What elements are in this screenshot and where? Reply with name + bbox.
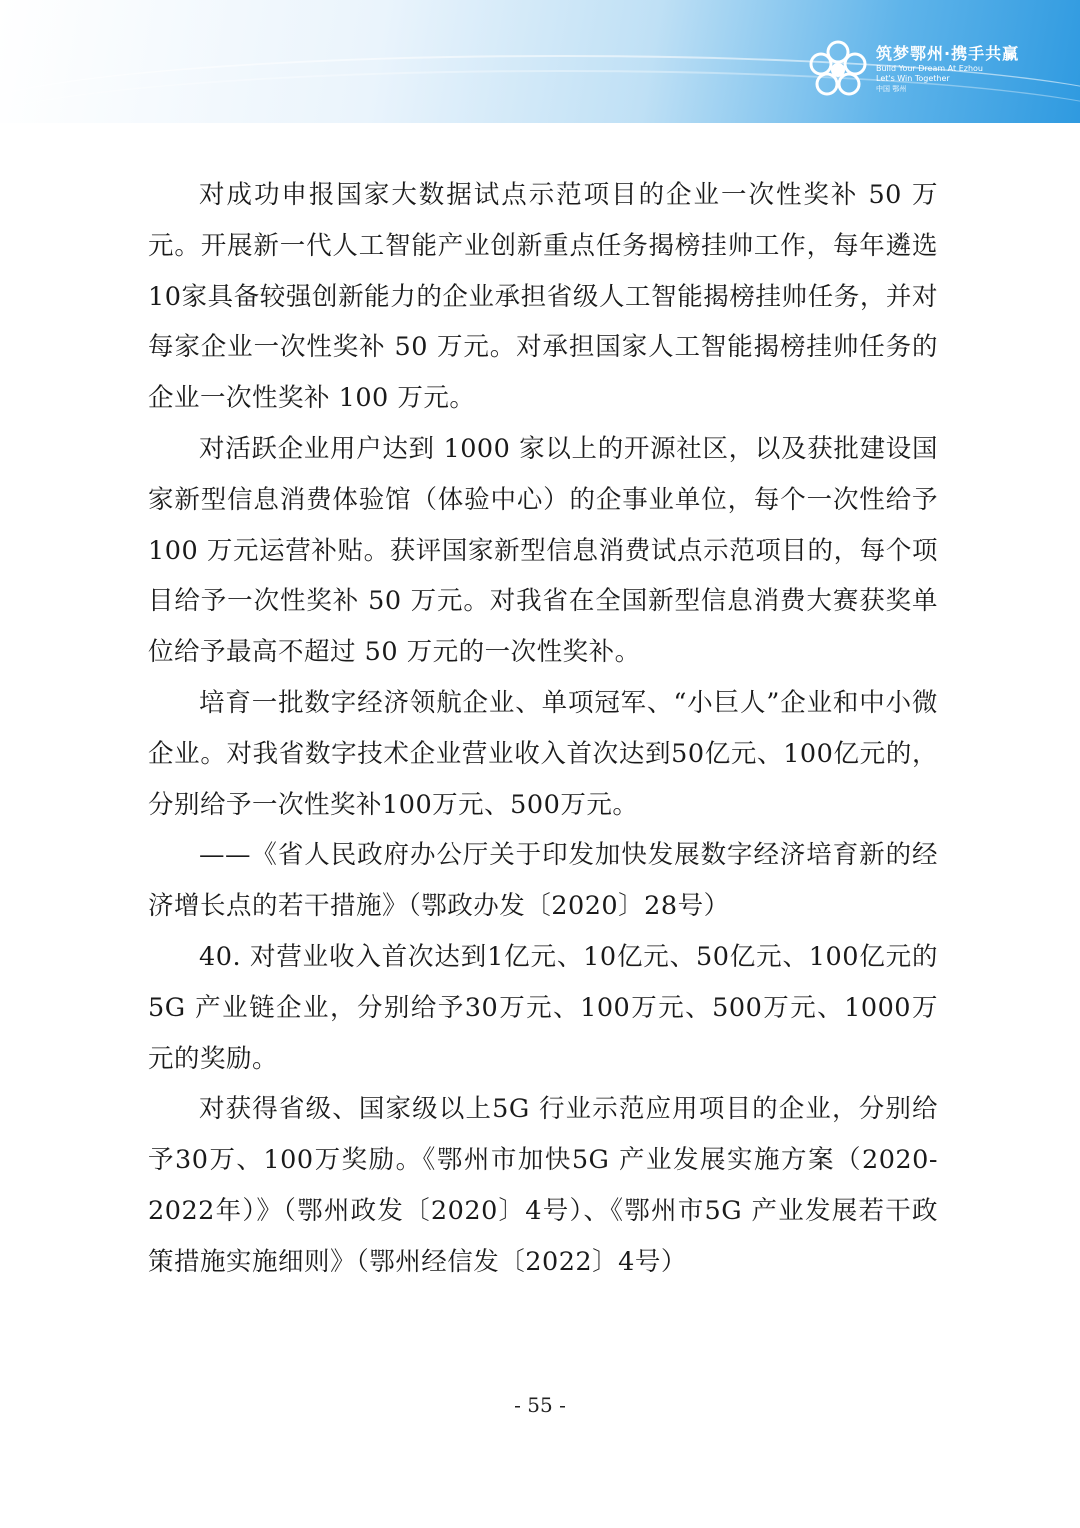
paragraph: 培育一批数字经济领航企业、单项冠军、“小巨人”企业和中小微企业。对我省数字技术企业营业收入首次达到50亿元、100亿元的，分别给予一次性奖补100万元、500万元。 bbox=[148, 687, 938, 820]
document-body bbox=[148, 170, 938, 1288]
page-number: - 55 - bbox=[514, 1393, 566, 1417]
paragraph: 对活跃企业用户达到 1000 家以上的开源社区，以及获批建设国家新型信息消费体验馆（体验中心）的企事业单位，每个一次性给予 100 万元运营补贴。获评国家新型信息消费试点示范项目的，每个项目给予一次性奖补 50 万元。对我省在全国新型信息消费大赛获奖单位给予最高不超过 50 万元的一次性奖补。 bbox=[148, 433, 938, 668]
logo-title: 筑梦鄂州·携手共赢 bbox=[876, 44, 1020, 63]
logo-subtitle: Let's Win Together bbox=[876, 74, 950, 83]
flower-logo-icon bbox=[806, 38, 870, 102]
paragraph: 对获得省级、国家级以上5G 行业示范应用项目的企业，分别给予30万、100万奖励。《鄂州市加快5G 产业发展实施方案（2020-2022年）》（鄂州政发〔2020〕4号）、《鄂州市5G 产业发展若干政策措施实施细则》（鄂州经信发〔2022〕4号） bbox=[148, 1094, 938, 1277]
logo-text bbox=[876, 44, 1019, 94]
paragraph: 对成功申报国家大数据试点示范项目的企业一次性奖补 50 万元。开展新一代人工智能产业创新重点任务揭榜挂帅工作，每年遴选10家具备较强创新能力的企业承担省级人工智能揭榜挂帅任务，并对每家企业一次性奖补 50 万元。对承担国家人工智能揭榜挂帅任务的企业一次性奖补 100 万元。 bbox=[148, 180, 938, 414]
header-banner bbox=[0, 0, 1080, 123]
logo-subtitle: Build Your Dream At Ezhou bbox=[876, 64, 983, 73]
citation-paragraph: ——《省人民政府办公厅关于印发加快发展数字经济培育新的经济增长点的若干措施》（鄂政办发〔2020〕28号） bbox=[148, 840, 938, 922]
logo-location: 中国 鄂州 bbox=[876, 85, 907, 93]
paragraph: 40. 对营业收入首次达到1亿元、10亿元、50亿元、100亿元的5G 产业链企业，分别给予30万元、100万元、500万元、1000万元的奖励。 bbox=[148, 941, 938, 1074]
